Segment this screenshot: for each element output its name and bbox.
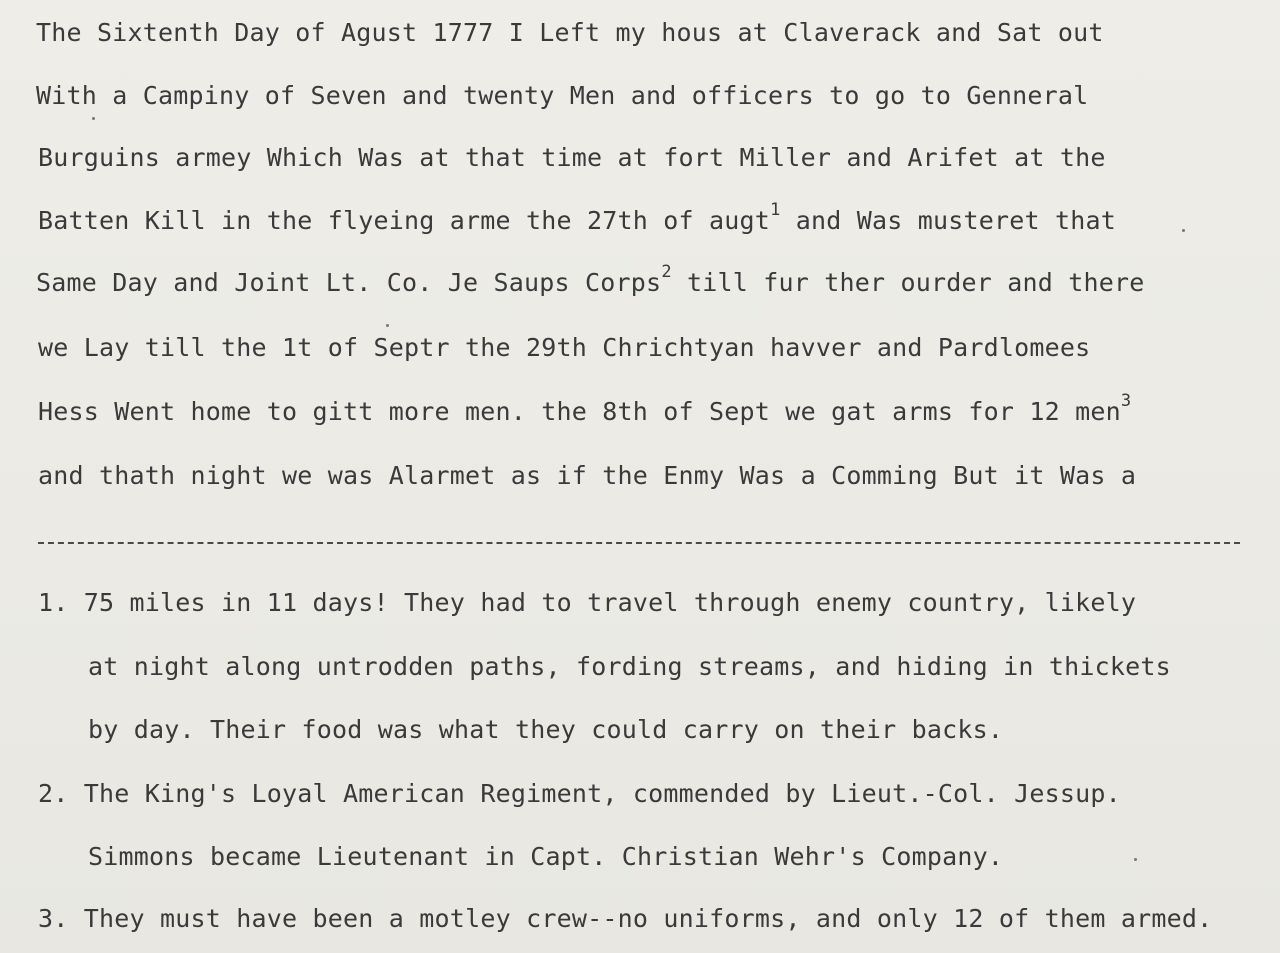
paper-speck: [92, 117, 95, 120]
body-line-text: Same Day and Joint Lt. Co. Je Saups Corps: [36, 268, 662, 297]
body-line: [38, 200, 1117, 236]
body-line: Burguins armey Which Was at that time at fort Miller and Arifet at the: [38, 143, 1106, 172]
footnote-number: 3.: [38, 904, 69, 933]
paper-speck: [1134, 858, 1137, 861]
footnote-number: 2.: [38, 779, 69, 808]
body-line: With a Campiny of Seven and twenty Men and officers to go to Genneral: [36, 81, 1089, 110]
footnote-divider: [38, 542, 1240, 544]
footnote-1-continuation: at night along untrodden paths, fording streams, and hiding in thickets: [88, 652, 1171, 681]
footnote-text: 75 miles in 11 days! They had to travel through enemy country, likely: [83, 588, 1137, 617]
footnote-2: [38, 779, 1121, 809]
body-line-text: Batten Kill in the flyeing arme the 27th of augt: [38, 206, 771, 235]
footnote-1-continuation: by day. Their food was what they could carry on their backs.: [88, 715, 1004, 744]
footnote-3: [38, 904, 1212, 934]
body-line: and thath night we was Alarmet as if the Enmy Was a Comming But it Was a: [38, 461, 1137, 490]
body-line-text: Hess Went home to gitt more men. the 8th of Sept we gat arms for 12 men: [38, 397, 1121, 426]
footnote-2-continuation: Simmons became Lieutenant in Capt. Christian Wehr's Company.: [88, 842, 1004, 871]
footnote-ref-2: 2: [661, 262, 672, 282]
footnote-text: They must have been a motley crew--no uniforms, and only 12 of them armed.: [83, 904, 1213, 933]
body-line: we Lay till the 1t of Septr the 29th Chrichtyan havver and Pardlomees: [38, 333, 1091, 362]
footnote-text: The King's Loyal American Regiment, commended by Lieut.-Col. Jessup.: [83, 779, 1121, 808]
body-line: The Sixtenth Day of Agust 1777 I Left my hous at Claverack and Sat out: [36, 18, 1104, 47]
body-line: [36, 262, 1145, 298]
paper-speck: [1182, 229, 1185, 232]
paper-speck: [386, 324, 389, 327]
footnote-1: [38, 588, 1136, 618]
body-line-text: till fur ther ourder and there: [671, 268, 1145, 297]
footnote-number: 1.: [38, 588, 69, 617]
body-line: [38, 391, 1132, 427]
footnote-ref-1: 1: [770, 200, 781, 220]
footnote-ref-3: 3: [1120, 391, 1132, 411]
body-line-text: and Was musteret that: [780, 206, 1117, 235]
